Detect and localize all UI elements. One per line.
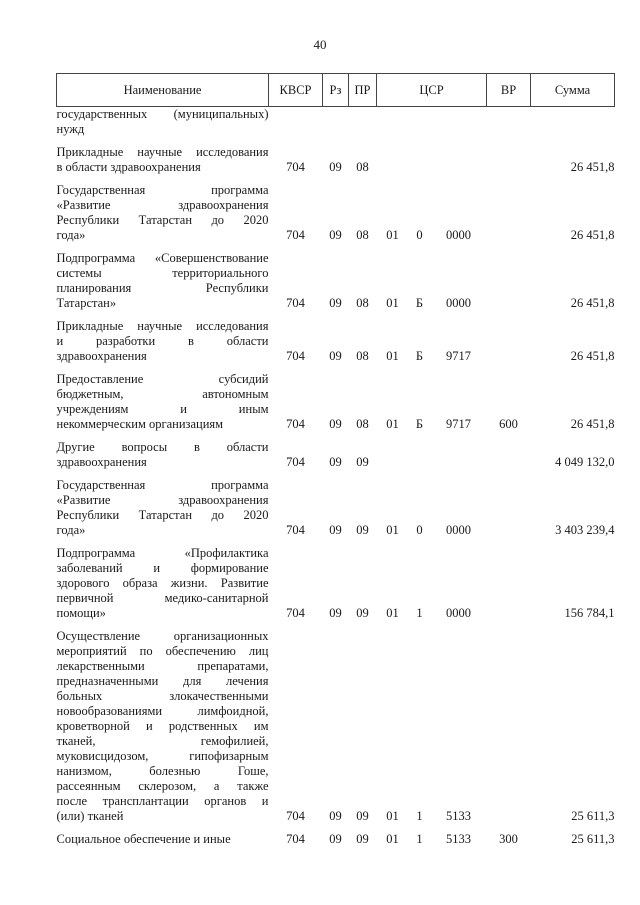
row-name-line: новообразованиями лимфоидной, <box>56 704 269 718</box>
row-name <box>57 251 269 313</box>
header-rz: Рз <box>323 74 349 107</box>
row-csr-direction <box>431 107 487 140</box>
row-name-line: тканей, гемофилией, <box>56 734 269 748</box>
row-name-line: здравоохранения <box>56 455 147 469</box>
row-vr <box>487 183 531 245</box>
row-name-line: Подпрограмма «Совершенствование <box>56 251 269 265</box>
row-rz: 09 <box>329 832 342 846</box>
row-kvsr: 704 <box>286 160 305 174</box>
row-sum: 26 451,8 <box>570 417 615 431</box>
row-csr-subprogram: 1 <box>416 809 423 823</box>
row-csr-program: 01 <box>386 606 399 620</box>
row-csr-subprogram <box>409 440 431 472</box>
table-row <box>57 546 615 623</box>
header-csr: ЦСР <box>377 74 487 107</box>
row-name-line: учреждениям и иным <box>56 402 269 416</box>
row-pr: 08 <box>356 296 369 310</box>
row-name-line: некоммерческим организациям <box>56 417 224 431</box>
row-rz: 09 <box>329 160 342 174</box>
row-csr-subprogram: 1 <box>416 832 423 846</box>
row-name-line: государственных (муниципальных) <box>56 107 269 121</box>
row-name-line: мероприятий по обеспечению лиц <box>56 644 269 658</box>
row-name-line: в области здравоохранения <box>56 160 201 174</box>
row-vr <box>487 319 531 366</box>
row-kvsr: 704 <box>286 809 305 823</box>
row-csr-direction: 9717 <box>446 417 471 431</box>
row-sum: 26 451,8 <box>570 349 615 363</box>
row-name-line: здравоохранения <box>56 349 147 363</box>
row-name-line: (или) тканей <box>56 809 124 823</box>
row-sum: 26 451,8 <box>570 296 615 310</box>
row-name-line: здорового образа жизни. Развитие <box>56 576 269 590</box>
row-name-line: Предоставление субсидий <box>56 372 269 386</box>
row-csr-program: 01 <box>386 228 399 242</box>
row-name <box>57 832 269 849</box>
row-sum <box>531 107 615 140</box>
page-number: 40 <box>313 37 327 52</box>
row-csr-program: 01 <box>386 523 399 537</box>
row-pr: 08 <box>356 349 369 363</box>
row-csr-program: 01 <box>386 417 399 431</box>
row-sum: 25 611,3 <box>571 809 615 823</box>
table-header-row <box>57 74 615 107</box>
row-kvsr: 704 <box>286 606 305 620</box>
row-sum: 26 451,8 <box>570 228 615 242</box>
row-pr: 09 <box>356 809 369 823</box>
row-name-line: муковисцидозом, гипофизарным <box>56 749 269 763</box>
row-name-line: больных злокачественными <box>56 689 269 703</box>
row-name-line: нужд <box>56 122 85 136</box>
row-kvsr: 704 <box>286 832 305 846</box>
row-kvsr: 704 <box>286 296 305 310</box>
row-name-line: Прикладные научные исследования <box>56 319 269 333</box>
row-vr <box>487 546 531 623</box>
row-csr-program <box>377 107 409 140</box>
row-vr <box>487 145 531 177</box>
row-rz: 09 <box>329 417 342 431</box>
row-name <box>57 319 269 366</box>
row-sum: 26 451,8 <box>570 160 615 174</box>
table-row <box>57 183 615 245</box>
row-sum: 156 784,1 <box>564 606 615 620</box>
row-name-line: заболеваний и формирование <box>56 561 269 575</box>
table-row <box>57 107 615 140</box>
table-body <box>57 107 615 850</box>
row-csr-program <box>377 145 409 177</box>
row-csr-direction: 0000 <box>446 523 471 537</box>
row-name-line: Осуществление организационных <box>56 629 269 643</box>
row-pr: 09 <box>356 832 369 846</box>
row-name <box>57 546 269 623</box>
row-csr-subprogram: Б <box>415 417 424 431</box>
row-rz <box>323 107 349 140</box>
row-name-line: нанизмом, болезнью Гоше, <box>56 764 269 778</box>
table-row <box>57 629 615 826</box>
row-rz: 09 <box>329 455 342 469</box>
row-sum: 25 611,3 <box>571 832 615 846</box>
row-csr-subprogram: Б <box>415 349 424 363</box>
row-name-line: Татарстан» <box>56 296 117 310</box>
row-name-line: «Развитие здравоохранения <box>56 493 269 507</box>
table-row <box>57 440 615 472</box>
row-name-line: планирования Республики <box>56 281 269 295</box>
row-rz: 09 <box>329 296 342 310</box>
row-name-line: Подпрограмма «Профилактика <box>56 546 269 560</box>
table-row <box>57 145 615 177</box>
row-rz: 09 <box>329 349 342 363</box>
header-name: Наименование <box>57 74 269 107</box>
row-sum: 4 049 132,0 <box>555 455 615 469</box>
row-name <box>57 183 269 245</box>
table-row <box>57 478 615 540</box>
row-pr: 09 <box>356 455 369 469</box>
row-csr-direction: 0000 <box>446 606 471 620</box>
header-vr: ВР <box>487 74 531 107</box>
row-csr-subprogram: Б <box>415 296 424 310</box>
row-name-line: и разработки в области <box>56 334 269 348</box>
row-csr-direction: 0000 <box>446 228 471 242</box>
row-vr <box>487 440 531 472</box>
table-row <box>57 319 615 366</box>
table-row <box>57 832 615 849</box>
row-pr: 09 <box>356 523 369 537</box>
row-csr-direction <box>431 145 487 177</box>
row-vr <box>487 251 531 313</box>
row-csr-program: 01 <box>386 809 399 823</box>
row-name-line: предназначенными для лечения <box>56 674 269 688</box>
row-csr-subprogram <box>409 145 431 177</box>
table-row <box>57 372 615 434</box>
row-csr-subprogram: 0 <box>416 523 423 537</box>
row-name-line: Прикладные научные исследования <box>56 145 269 159</box>
row-kvsr <box>269 107 323 140</box>
row-name-line: года» <box>56 523 86 537</box>
row-name-line: лекарственными препаратами, <box>56 659 269 673</box>
row-name-line: после трансплантации органов и <box>56 794 269 808</box>
header-kvsr: КВСР <box>269 74 323 107</box>
row-name-line: рассеянным склерозом, а также <box>56 779 269 793</box>
header-pr: ПР <box>349 74 377 107</box>
row-name-line: года» <box>56 228 86 242</box>
header-sum: Сумма <box>531 74 615 107</box>
row-csr-program: 01 <box>386 832 399 846</box>
row-name-line: Государственная программа <box>56 478 269 492</box>
row-name-line: помощи» <box>56 606 106 620</box>
row-name <box>57 107 269 140</box>
row-csr-program: 01 <box>386 296 399 310</box>
row-csr-direction <box>431 440 487 472</box>
row-rz: 09 <box>329 523 342 537</box>
row-pr <box>349 107 377 140</box>
row-csr-subprogram: 1 <box>416 606 423 620</box>
row-kvsr: 704 <box>286 455 305 469</box>
row-name-line: системы территориального <box>56 266 269 280</box>
row-pr: 08 <box>356 228 369 242</box>
row-name <box>57 629 269 826</box>
row-vr: 600 <box>499 417 518 431</box>
row-name-line: Республики Татарстан до 2020 <box>56 508 269 522</box>
row-vr <box>487 478 531 540</box>
row-csr-direction: 5133 <box>446 809 471 823</box>
row-sum: 3 403 239,4 <box>555 523 615 537</box>
row-name <box>57 478 269 540</box>
row-csr-direction: 9717 <box>446 349 471 363</box>
row-pr: 09 <box>356 606 369 620</box>
row-kvsr: 704 <box>286 523 305 537</box>
row-csr-direction: 0000 <box>446 296 471 310</box>
row-pr: 08 <box>356 417 369 431</box>
row-csr-direction: 5133 <box>446 832 471 846</box>
table-row <box>57 251 615 313</box>
row-name-line: Другие вопросы в области <box>56 440 269 454</box>
row-csr-program <box>377 440 409 472</box>
row-name <box>57 440 269 472</box>
row-csr-subprogram: 0 <box>416 228 423 242</box>
row-csr-program: 01 <box>386 349 399 363</box>
row-name-line: «Развитие здравоохранения <box>56 198 269 212</box>
row-pr: 08 <box>356 160 369 174</box>
row-kvsr: 704 <box>286 417 305 431</box>
row-kvsr: 704 <box>286 349 305 363</box>
row-rz: 09 <box>329 228 342 242</box>
row-name-line: бюджетным, автономным <box>56 387 269 401</box>
row-rz: 09 <box>329 809 342 823</box>
row-vr: 300 <box>499 832 518 846</box>
row-name-line: Государственная программа <box>56 183 269 197</box>
row-vr <box>487 107 531 140</box>
row-name-line: кроветворной и родственных им <box>56 719 269 733</box>
row-rz: 09 <box>329 606 342 620</box>
row-vr <box>487 629 531 826</box>
row-name-line: Республики Татарстан до 2020 <box>56 213 269 227</box>
row-name-line: первичной медико-санитарной <box>56 591 269 605</box>
row-name <box>57 372 269 434</box>
row-csr-subprogram <box>409 107 431 140</box>
budget-table <box>56 73 615 849</box>
row-name-line: Социальное обеспечение и иные <box>56 832 231 846</box>
row-name <box>57 145 269 177</box>
row-kvsr: 704 <box>286 228 305 242</box>
